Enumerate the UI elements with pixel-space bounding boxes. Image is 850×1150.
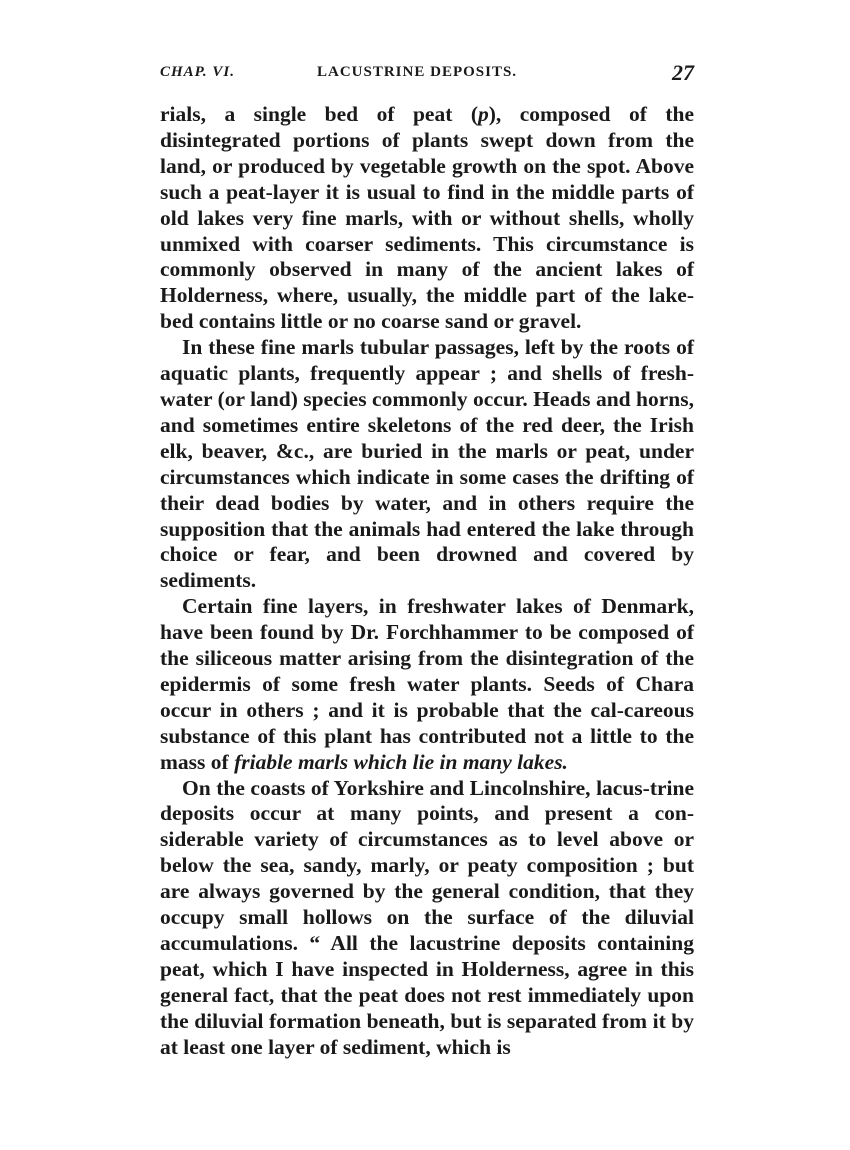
text-segment: Certain fine layers, in freshwater lakes of Denmark, have been found by Dr. Forchhammer to be composed of the siliceous matter arising from the disintegration of the epidermis of some fresh water plants. Seeds of Chara occur in others ; and it is probable that the cal-careous substance of this plant has contributed not a little to the mass of	[160, 594, 694, 774]
text-segment: In these fine marls tubular passages, left by the roots of aquatic plants, frequently appear ; and shells of fresh-water (or land) species commonly occur. Heads and horns, and sometimes entire skeletons of the red deer, the Irish elk, beaver, &c., are buried in the marls or peat, under circumstances which indicate in some cases the drifting of their dead bodies by water, and in others require the supposition that the animals had entered the lake through choice or fear, and been drowned and covered by sediments.	[160, 335, 694, 593]
text-segment: On the coasts of Yorkshire and Lincolnshire, lacus-trine deposits occur at many points, and present a con-siderable variety of circumstances as to level above or below the sea, sandy, marly, or peaty composition ; but are always governed by the general condition, that they occupy small hollows on the surface of the diluvial accumulations. “ All the lacustrine deposits containing peat, which I have inspected in Holderness, agree in this general fact, that the peat does not rest immediately upon the diluvial formation beneath, but is separated from it by at least one layer of sediment, which is	[160, 775, 694, 1059]
paragraph	[160, 102, 694, 335]
text-segment: rials, a single bed of peat (	[160, 102, 478, 126]
text-segment-italic: friable marls which lie in many lakes.	[234, 749, 568, 774]
text-segment: ), composed of the disintegrated portions of plants swept down from the land, or produced by vegetable growth on the spot. Above such a peat-layer it is usual to find in the middle parts of old lakes very fine marls, with or without shells, wholly unmixed with coarser sediments. This circumstance is commonly observed in many of the ancient lakes of Holderness, where, usually, the middle part of the lake-bed contains little or no coarse sand or gravel.	[160, 102, 694, 334]
paragraph	[160, 594, 694, 775]
page-number: 27	[672, 60, 694, 85]
paragraph	[160, 776, 694, 1061]
chapter-label: CHAP. VI.	[160, 64, 235, 80]
running-head	[160, 60, 694, 90]
text-segment-italic: p	[477, 102, 489, 126]
section-title: LACUSTRINE DEPOSITS.	[317, 64, 518, 80]
paragraph	[160, 335, 694, 594]
body-text	[160, 102, 694, 1061]
